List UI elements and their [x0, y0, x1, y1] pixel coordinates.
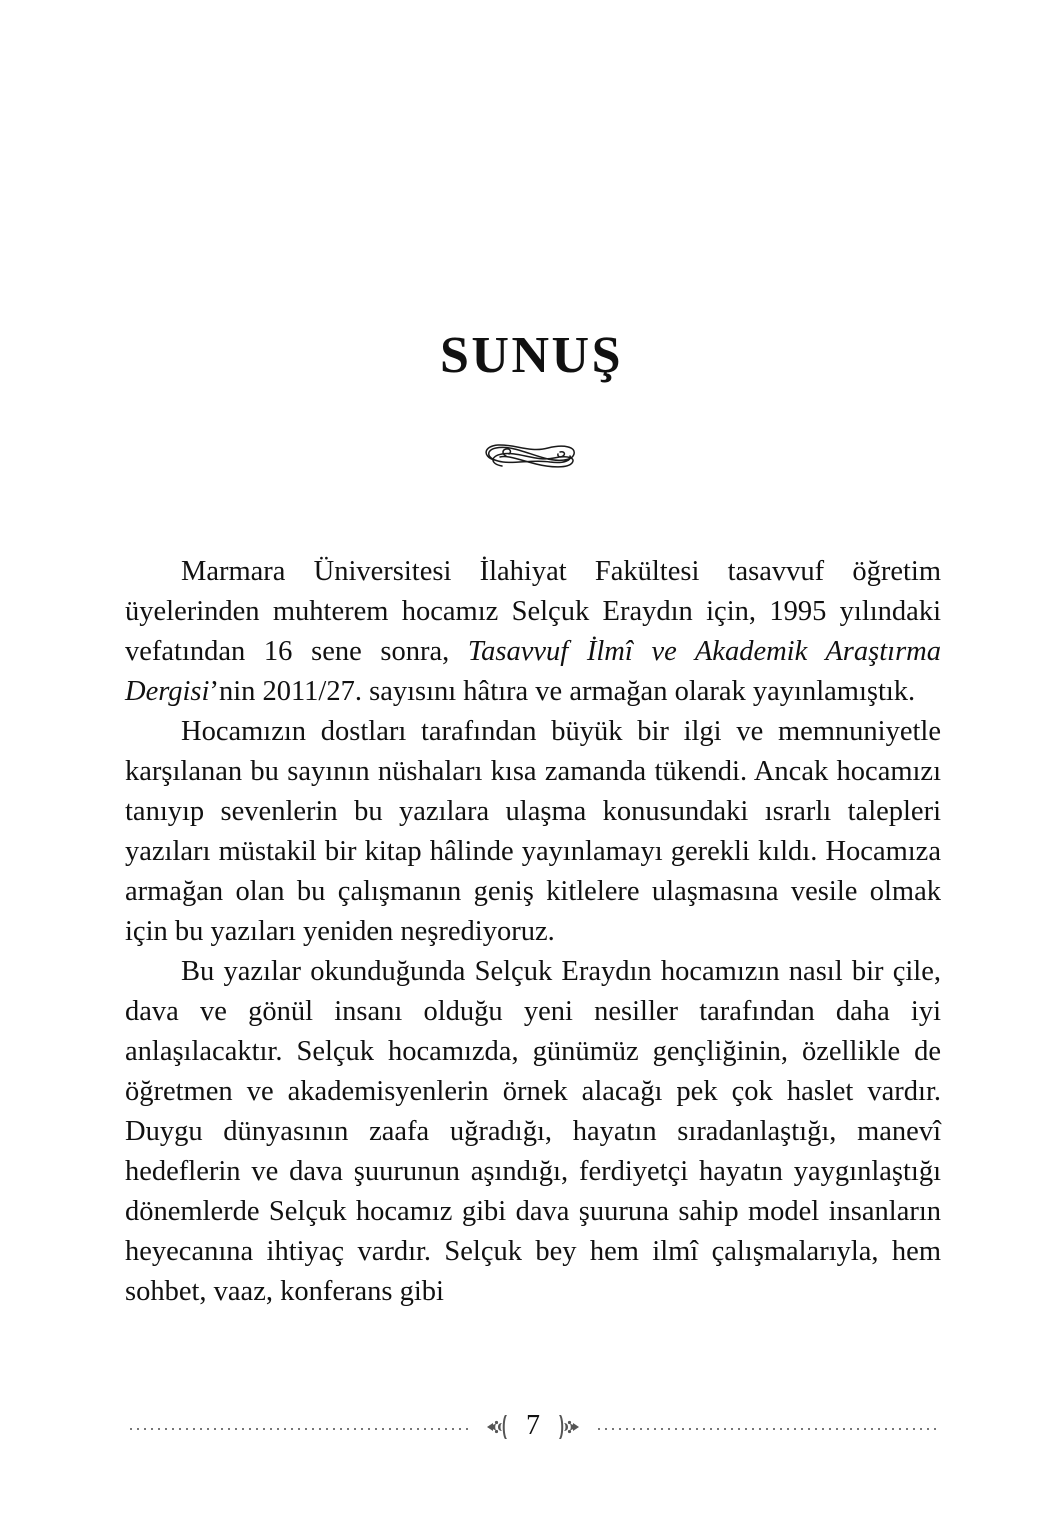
paragraph-3	[125, 952, 941, 1312]
footer-center	[473, 1410, 593, 1444]
paragraph-1-run-2-italic: Tasavvuf İlmî ve Akademik Araştırma Dergisi	[125, 636, 941, 707]
paragraph-1-run-1: Marmara Üniversitesi İlahiyat Fakültesi tasavvuf öğretim üyelerinden muhterem hocamız Selçuk Eraydın için, 1995 yılındaki vefatından 16 sene sonra,	[125, 556, 941, 667]
calligraphic-knot-ornament	[0, 426, 1063, 482]
fleuron-ornament-right-icon	[553, 1410, 581, 1444]
paragraph-2-run-1: Hocamızın dostları tarafından büyük bir ilgi ve memnuniyetle karşılanan bu sayının nüshaları kısa zamanda tükendi. Ancak hocamızı tanıyıp sevenlerin bu yazılara ulaşma konusundaki ısrarlı talepleri yazıları müstakil bir kitap hâlinde yayınlamayı gerekli kıldı. Hocamıza armağan olan bu çalışmanın geniş kitlelere ulaşmasına vesile olmak için bu yazıları yeniden neşrediyoruz.	[125, 716, 941, 947]
page-footer	[125, 1405, 941, 1449]
paragraph-3-run-1: Bu yazılar okunduğunda Selçuk Eraydın hocamızın nasıl bir çile, dava ve gönül insanı olduğu yeni nesiller tarafından daha iyi anlaşılacaktır. Selçuk hocamızda, günümüz gençliğinin, özellikle de öğretmen ve akademisyenlerin örnek alacağı pek çok haslet vardır. Duygu dünyasının zaafa uğradığı, hayatın sıradanlaştığı, manevî hedeflerin ve dava şuurunun aşındığı, ferdiyetçi hayatın yaygınlaştığı dönemlerde Selçuk hocamız gibi dava şuuruna sahip model insanların heyecanına ihtiyaç vardır. Selçuk bey hem ilmî çalışmalarıyla, hem sohbet, vaaz, konferans gibi	[125, 956, 941, 1307]
paragraph-1	[125, 552, 941, 712]
title-block	[0, 327, 1063, 482]
page-number: 7	[526, 1410, 540, 1441]
fleuron-ornament-left-icon	[485, 1410, 513, 1444]
dotted-rule-right	[593, 1427, 941, 1431]
paragraph-1-run-3: ’nin 2011/27. sayısını hâtıra ve armağan olarak yayınlamıştık.	[209, 676, 916, 707]
body-text	[125, 552, 941, 1312]
paragraph-2	[125, 712, 941, 952]
dotted-rule-left	[125, 1427, 473, 1431]
page-title: SUNUŞ	[440, 327, 623, 384]
